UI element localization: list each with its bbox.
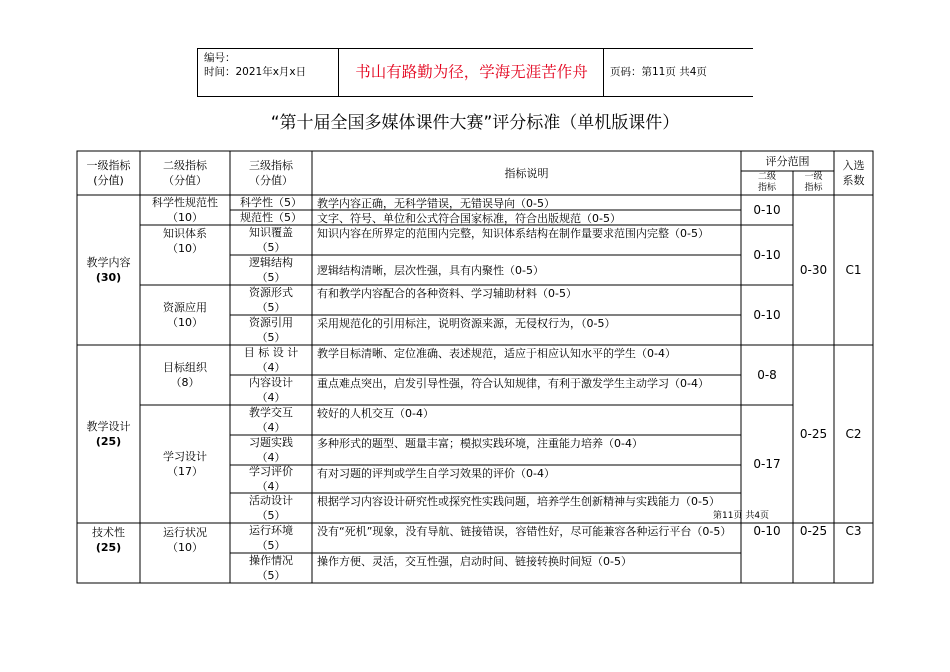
group-name: 教学内容 <box>86 256 131 269</box>
level3-score: （4） <box>256 480 286 493</box>
range-level2: 0-10 <box>753 524 781 538</box>
header-motto: 书山有路勤为径，学海无涯苦作舟 <box>338 49 604 96</box>
range-level2: 0-10 <box>753 247 781 262</box>
range-level2: 0-8 <box>757 367 777 382</box>
header-level2-label: 二级指标 <box>163 159 207 172</box>
description-cell: 多种形式的题型、题量丰富；模拟实践环境，注重能力培养（0-4） <box>317 437 643 450</box>
header-range: 评分范围 <box>765 154 810 168</box>
level3-cell <box>230 405 312 435</box>
description-cell: 采用规范化的引用标注，说明资源来源，无侵权行为，（0-5） <box>317 317 616 330</box>
level3-cell <box>230 493 312 523</box>
level2-objective <box>140 345 230 405</box>
header-coefficient-a: 入选 <box>842 159 865 172</box>
description-cell: 教学内容正确，无科学错误，无错误导向（0-5） <box>317 197 555 210</box>
level3-name: 活动设计 <box>249 494 293 507</box>
range-level2: 0-10 <box>753 202 781 217</box>
header-range-level2-a: 二级 <box>757 172 776 182</box>
level3-score: （4） <box>256 361 286 374</box>
header-level3-label: 三级指标 <box>249 159 293 172</box>
level2-name: 学习设计 <box>163 450 207 463</box>
description-cell: 有对习题的评判或学生自学习效果的评价（0-4） <box>317 467 555 480</box>
level2-learning-design <box>140 405 230 523</box>
level3-score: （5） <box>256 569 286 582</box>
level2-name: 科学性规范性 <box>152 196 218 209</box>
header-level3-unit: （分值） <box>249 174 293 187</box>
description-cell: 教学目标清晰、定位准确、表述规范，适应于相应认知水平的学生（0-4） <box>317 347 676 360</box>
header-level2 <box>140 151 230 195</box>
range-level1: 0-30 <box>799 262 828 277</box>
page-title: “第十届全国多媒体课件大赛”评分标准（单机版课件） <box>270 113 680 133</box>
group-name: 教学设计 <box>86 420 131 433</box>
level2-score: （10） <box>167 541 203 554</box>
level3-cell: 规范性（5） <box>240 211 302 224</box>
level2-score: （8） <box>170 376 200 389</box>
header-range-level2-b: 指标 <box>757 183 776 193</box>
level3-name: 学习评价 <box>249 465 293 478</box>
range-level1: 0-25 <box>799 426 828 441</box>
description-cell: 根据学习内容设计研究性或探究性实践问题，培养学生创新精神与实践能力（0-5） <box>317 495 720 508</box>
level2-resources <box>140 285 230 345</box>
description-cell: 知识内容在所界定的范围内完整，知识体系结构在制作量要求范围内完整（0-5） <box>317 227 709 240</box>
level2-score: （10） <box>167 242 203 255</box>
group-score: (25) <box>95 541 122 554</box>
level3-score: （5） <box>256 301 286 314</box>
level3-score: （5） <box>256 271 286 284</box>
group-name: 技术性 <box>92 526 125 539</box>
time-label: 时间：2021年x月x日 <box>204 66 307 78</box>
header-level1-unit: (分值) <box>93 174 124 187</box>
group-score: (30) <box>95 271 122 284</box>
header-description: 指标说明 <box>504 166 549 180</box>
group-score: (25) <box>95 435 122 448</box>
range-level2: 0-10 <box>753 307 781 322</box>
level3-cell <box>230 345 312 375</box>
description-cell: 文字、符号、单位和公式符合国家标准，符合出版规范（0-5） <box>317 212 621 225</box>
description-cell: 有和教学内容配合的各种资料、学习辅助材料（0-5） <box>317 287 577 300</box>
description-cell: 操作方便、灵活，交互性强，启动时间、链接转换时间短（0-5） <box>317 555 632 568</box>
description-cell: 较好的人机交互（0-4） <box>317 407 434 420</box>
header-level3 <box>230 151 312 195</box>
header-level2-unit: （分值） <box>163 174 207 187</box>
level2-knowledge <box>140 225 230 285</box>
level2-score: （10） <box>167 316 203 329</box>
level3-score: （4） <box>256 391 286 404</box>
range-level1: 0-25 <box>799 524 828 538</box>
level3-name: 操作情况 <box>249 554 293 567</box>
number-label: 编号： <box>204 52 236 64</box>
level3-score: （5） <box>256 509 286 522</box>
level2-name: 知识体系 <box>163 227 207 240</box>
level3-name: 资源引用 <box>249 316 293 329</box>
level3-cell <box>230 285 312 315</box>
level3-score: （4） <box>256 421 286 434</box>
header-range-level1-a: 一级 <box>804 172 823 182</box>
group-teaching-content <box>77 195 140 345</box>
level2-name: 运行状况 <box>163 526 207 539</box>
level2-score: （10） <box>167 211 203 224</box>
level3-name: 知识覆盖 <box>249 226 293 239</box>
range-level2: 0-17 <box>753 456 781 471</box>
description-cell: 没有“死机”现象，没有导航、链接错误，容错性好，尽可能兼容各种运行平台（0-5） <box>317 525 732 538</box>
header-level1 <box>77 151 140 195</box>
level2-scientific <box>140 195 230 225</box>
group-teaching-design <box>77 345 140 523</box>
header-range-level1 <box>793 171 834 195</box>
level3-name: 教学交互 <box>249 406 293 419</box>
description-cell: 重点难点突出，启发引导性强，符合认知规律，有利于激发学生主动学习（0-4） <box>317 377 709 390</box>
coefficient: C2 <box>845 426 862 441</box>
coefficient: C1 <box>845 262 862 277</box>
level3-name: 资源形式 <box>249 286 293 299</box>
level3-score: （4） <box>256 451 286 464</box>
level3-cell <box>230 315 312 345</box>
header-coefficient-b: 系数 <box>842 174 865 187</box>
description-cell: 逻辑结构清晰，层次性强，具有内聚性（0-5） <box>317 264 544 277</box>
header-page-info: 页码：第11页 共4页 <box>603 49 753 96</box>
level3-name: 习题实践 <box>249 436 293 449</box>
level3-name: 逻辑结构 <box>249 256 293 269</box>
coefficient: C3 <box>845 524 862 538</box>
level2-name: 目标组织 <box>163 361 207 374</box>
level3-cell <box>230 255 312 285</box>
group-technical <box>77 523 140 583</box>
level3-name: 运行环境 <box>249 524 293 537</box>
level3-score: （5） <box>256 539 286 552</box>
level3-cell <box>230 375 312 405</box>
level2-score: （17） <box>167 465 203 478</box>
level3-cell <box>230 435 312 465</box>
level3-cell <box>230 553 312 583</box>
level2-running <box>140 523 230 583</box>
header-coefficient <box>834 151 873 195</box>
level3-score: （5） <box>256 241 286 254</box>
level2-name: 资源应用 <box>163 301 207 314</box>
level3-cell <box>230 523 312 553</box>
level3-cell: 科学性（5） <box>240 196 302 209</box>
level3-name: 内容设计 <box>249 376 293 389</box>
header-range-level2 <box>741 171 793 195</box>
header-range-level1-b: 指标 <box>804 183 823 193</box>
header-level1-label: 一级指标 <box>86 159 131 172</box>
level3-cell <box>230 465 312 493</box>
page-footer: 第11页 共4页 <box>713 511 770 521</box>
level3-cell <box>230 225 312 255</box>
level3-name: 目 标 设 计 <box>243 346 299 359</box>
level3-score: （5） <box>256 331 286 344</box>
